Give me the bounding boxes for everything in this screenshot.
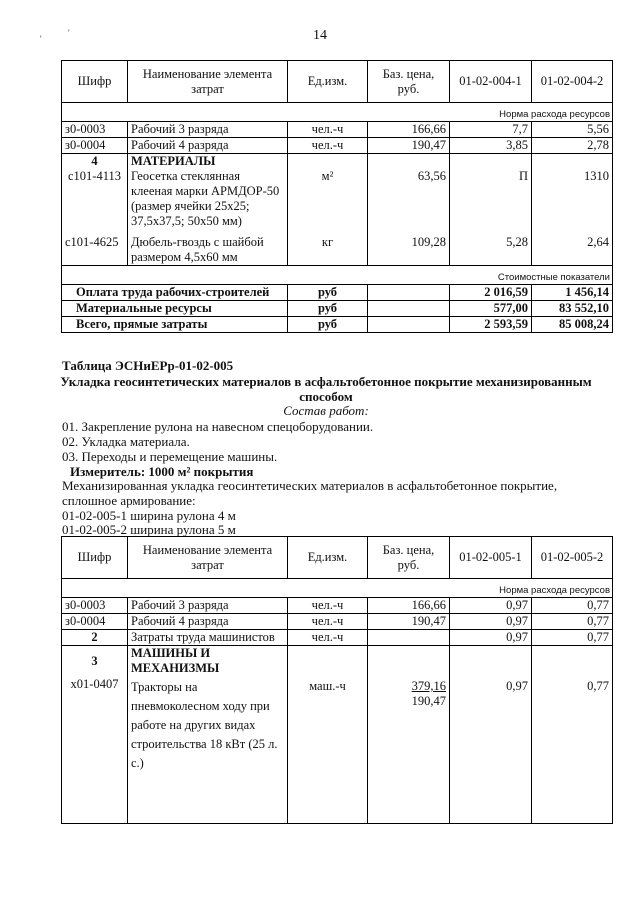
work-item: 02. Укладка материала. [62,434,190,449]
section-row [62,646,613,824]
row-code: с101-4625 [62,229,128,266]
norm-label: Норма расхода ресурсов [62,109,613,122]
row-name: Затраты труда машинистов [128,630,288,646]
work-item: 03. Переходы и перемещение машины. [62,449,278,464]
header-name: Наименование элемента затрат [128,537,288,579]
norm-label: Норма расхода ресурсов [62,585,613,598]
description-line1: Механизированная укладка геосинтетических материалов в асфальтобетонное покрытие, [62,478,558,493]
row-unit: м² [288,154,368,230]
summary-value-2: 83 552,10 [532,301,613,317]
header-col1: 01-02-005-1 [450,537,532,579]
summary-name: Оплата труда рабочих-строителей [62,285,288,301]
row-name: Рабочий 4 разряда [128,614,288,630]
page-number: 14 [313,28,327,43]
row-price: 190,47 [368,614,450,630]
row-code: с101-4113 [68,169,121,183]
section-number: 4 с101-4113 [62,154,128,230]
header-unit: Ед.изм. [288,61,368,103]
row-name: Дюбель-гвоздь с шайбой размером 4,5х60 мм [128,229,288,266]
header-col2: 01-02-005-2 [532,537,613,579]
row-unit: чел.-ч [288,630,368,646]
section-cell [128,646,288,824]
row-code: з0-0003 [62,598,128,614]
row-value-1: 0,97 [450,646,532,824]
row-value-2: 2,64 [532,229,613,266]
row-value-2: 0,77 [532,614,613,630]
summary-unit: руб [288,301,368,317]
row-unit: маш.-ч [288,646,368,824]
table-row [62,614,613,630]
header-col1: 01-02-004-1 [450,61,532,103]
row-unit: чел.-ч [288,598,368,614]
table-row [62,138,613,154]
margin-mark: ' [40,34,42,44]
works-heading: Состав работ: [283,403,369,418]
table-row [62,630,613,646]
summary-row [62,285,613,301]
row-code: з0-0004 [62,138,128,154]
row-price: 63,56 [368,154,450,230]
row-price: 190,47 [368,138,450,154]
row-code: 2 [62,630,128,646]
header-col2: 01-02-004-2 [532,61,613,103]
row-name: Тракторы на пневмоколесном ходу при работе на других видах строительства 18 кВт (25 л. с.) [131,680,278,770]
row-value-2: 0,77 [532,646,613,824]
row-name: Геосетка стеклянная клееная марки АРМДОР-50 (размер ячейки 25х25; 37,5х37,5; 50х50 мм) [131,169,280,228]
summary-row [62,301,613,317]
row-unit: чел.-ч [288,138,368,154]
row-value-1: 0,97 [450,614,532,630]
row-unit: кг [288,229,368,266]
resource-table-1 [61,60,613,333]
table2-subtitle-line1: Укладка геосинтетических материалов в асфальтобетонное покрытие механизированным [60,374,592,389]
row-price: 166,66 [368,598,450,614]
row-price: 109,28 [368,229,450,266]
row-value-1: 5,28 [450,229,532,266]
table-row [62,598,613,614]
header-unit: Ед.изм. [288,537,368,579]
row-value-1: П [450,154,532,230]
description-line2: сплошное армирование: [62,493,196,508]
cost-label: Стоимостные показатели [62,272,613,285]
row-value-2: 0,77 [532,598,613,614]
row-value-2: 1310 [532,154,613,230]
header-code: Шифр [62,537,128,579]
summary-name: Материальные ресурсы [62,301,288,317]
section-title: МАШИНЫ И МЕХАНИЗМЫ [131,646,220,675]
section-row [62,154,613,230]
row-name: Рабочий 4 разряда [128,138,288,154]
variant-item: 01-02-005-1 ширина рулона 4 м [62,508,236,523]
table-row [62,229,613,266]
summary-value-1: 2 016,59 [450,285,532,301]
row-unit: чел.-ч [288,122,368,138]
summary-unit: руб [288,285,368,301]
row-value-2: 2,78 [532,138,613,154]
table2-subtitle-line2: способом [299,389,353,404]
table-header-row [62,61,613,103]
section-number: 3 х01-0407 [62,646,128,824]
summary-value-2: 85 008,24 [532,317,613,333]
summary-value-1: 2 593,59 [450,317,532,333]
summary-name: Всего, прямые затраты [62,317,288,333]
header-price: Баз. цена, руб. [368,537,450,579]
section-cell [128,154,288,230]
table2-title: Таблица ЭСНиЕРр-01-02-005 [62,358,234,373]
section-title: МАТЕРИАЛЫ [131,154,216,168]
table-header-row [62,537,613,579]
row-code: з0-0004 [62,614,128,630]
row-unit: чел.-ч [288,614,368,630]
row-code: з0-0003 [62,122,128,138]
header-name: Наименование элемента затрат [128,61,288,103]
row-name: Рабочий 3 разряда [128,598,288,614]
measure-unit: Измеритель: 1000 м² покрытия [70,464,254,479]
row-price: 379,16 190,47 [368,646,450,824]
row-value-1: 3,85 [450,138,532,154]
row-value-2: 0,77 [532,630,613,646]
summary-value-1: 577,00 [450,301,532,317]
row-value-1: 0,97 [450,630,532,646]
row-code: х01-0407 [70,677,119,691]
table-row [62,122,613,138]
row-value-1: 0,97 [450,598,532,614]
row-value-1: 7,7 [450,122,532,138]
work-item: 01. Закрепление рулона на навесном спецоборудовании. [62,419,374,434]
row-value-2: 5,56 [532,122,613,138]
row-name: Рабочий 3 разряда [128,122,288,138]
summary-unit: руб [288,317,368,333]
row-price: 166,66 [368,122,450,138]
variant-item: 01-02-005-2 ширина рулона 5 м [62,522,236,537]
summary-value-2: 1 456,14 [532,285,613,301]
header-price: Баз. цена, руб. [368,61,450,103]
resource-table-2 [61,536,613,824]
margin-mark: ' [68,28,70,38]
summary-row [62,317,613,333]
header-code: Шифр [62,61,128,103]
